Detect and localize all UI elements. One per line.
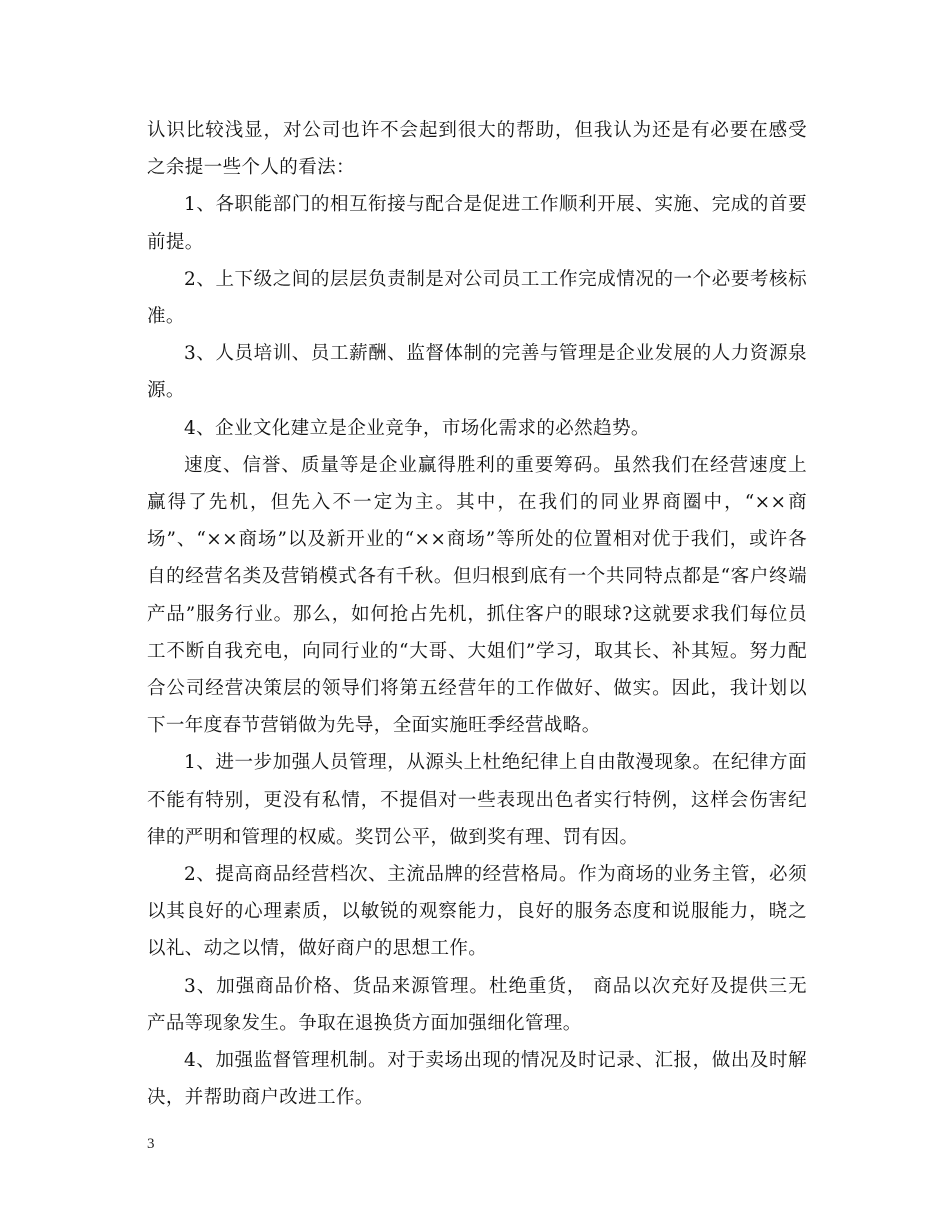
paragraph-plan-4: 4、加强监督管理机制。对于卖场出现的情况及时记录、汇报，做出及时解决，并帮助商户改进工作。 bbox=[147, 1050, 807, 1109]
paragraph-strategy: 速度、信誉、质量等是企业赢得胜利的重要筹码。虽然我们在经营速度上赢得了先机，但先入不一定为主。其中，在我们的同业界商圈中，“××商场”、“××商场”以及新开业的“××商场”等所处的位置相对优于我们，或许各自的经营名类及营销模式各有千秋。但归根到底有一个共同特点都是“客户终端产品”服务行业。那么，如何抢占先机，抓住客户的眼球?这就要求我们每位员工不断自我充电，向同行业的“大哥、大姐们”学习，取其长、补其短。努力配合公司经营决策层的领导们将第五经营年的工作做好、做实。因此，我计划以下一年度春节营销做为先导，全面实施旺季经营战略。 bbox=[147, 454, 807, 737]
page-number: 3 bbox=[147, 1136, 155, 1152]
document-body bbox=[147, 112, 807, 1116]
paragraph-plan-2: 2、提高商品经营档次、主流品牌的经营格局。作为商场的业务主管，必须以其良好的心理素质，以敏锐的观察能力，良好的服务态度和说服能力，晓之以礼、动之以情，做好商户的思想工作。 bbox=[147, 864, 807, 960]
paragraph-plan-1: 1、进一步加强人员管理，从源头上杜绝纪律上自由散漫现象。在纪律方面不能有特别，更没有私情，不提倡对一些表现出色者实行特例，这样会伤害纪律的严明和管理的权威。奖罚公平，做到奖有理、罚有因。 bbox=[147, 752, 807, 848]
paragraph-item-2: 2、上下级之间的层层负责制是对公司员工工作完成情况的一个必要考核标准。 bbox=[147, 268, 807, 328]
paragraph-item-4: 4、企业文化建立是企业竞争，市场化需求的必然趋势。 bbox=[184, 417, 650, 439]
paragraph-item-1: 1、各职能部门的相互衔接与配合是促进工作顺利开展、实施、完成的首要前提。 bbox=[147, 194, 807, 253]
paragraph-plan-3: 3、加强商品价格、货品来源管理。杜绝重货， 商品以次充好及提供三无产品等现象发生。争取在退换货方面加强细化管理。 bbox=[147, 975, 807, 1034]
paragraph-continuation: 认识比较浅显，对公司也许不会起到很大的帮助，但我认为还是有必要在感受之余提一些个人的看法： bbox=[147, 120, 807, 179]
paragraph-item-3: 3、人员培训、员工薪酬、监督体制的完善与管理是企业发展的人力资源泉源。 bbox=[147, 343, 807, 402]
